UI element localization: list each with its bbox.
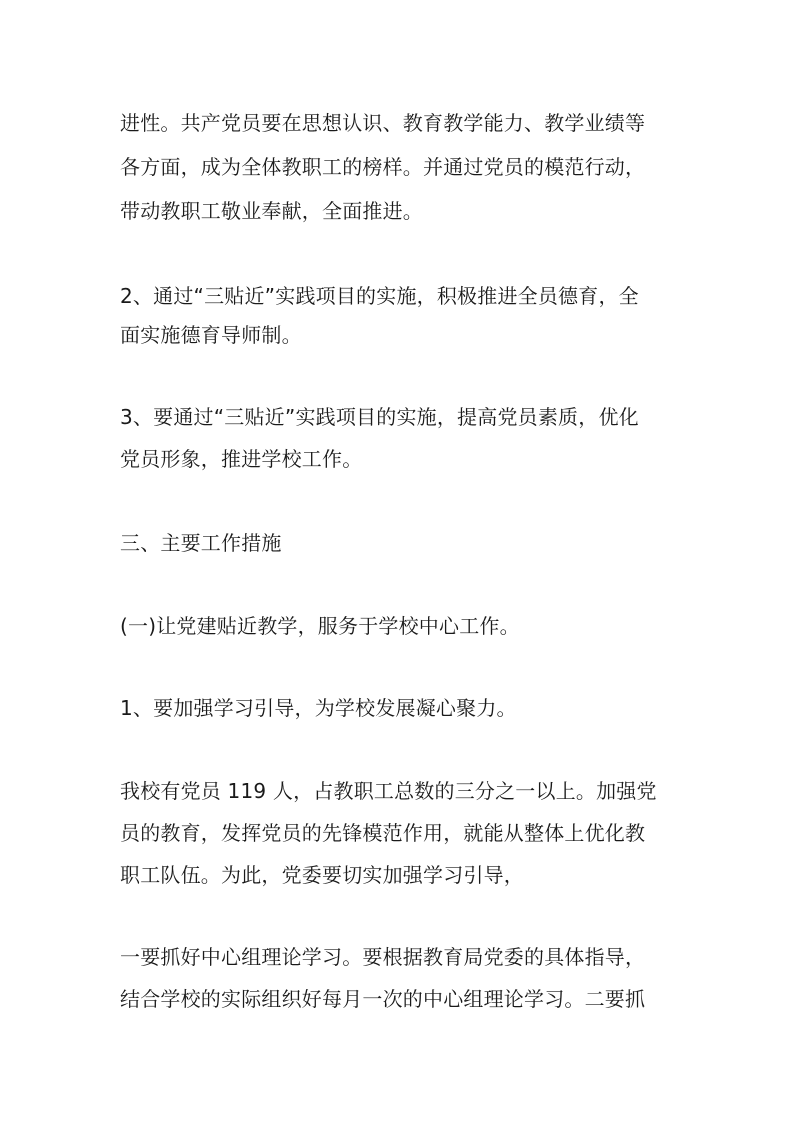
paragraph-2-line-1: 2、通过“三贴近”实践项目的实施，积极推进全员德育，全 xyxy=(120,284,639,308)
paragraph-3-line-2: 党员形象，推进学校工作。 xyxy=(120,447,363,471)
paragraph-1-line-3: 带动教职工敬业奉献，全面推进。 xyxy=(120,199,423,223)
paragraph-2-line-2: 面实施德育导师制。 xyxy=(120,323,302,347)
paragraph-1-line-1: 进性。共产党员要在思想认识、教育教学能力、教学业绩等 xyxy=(120,111,646,135)
item-heading: 1、要加强学习引导，为学校发展凝心聚力。 xyxy=(120,696,517,720)
section-heading: 三、主要工作措施 xyxy=(120,531,282,555)
paragraph-7-line-3: 职工队伍。为此，党委要切实加强学习引导， xyxy=(120,863,524,887)
paragraph-7-line-2: 员的教育，发挥党员的先锋模范作用，就能从整体上优化教 xyxy=(120,821,646,845)
paragraph-1-line-2: 各方面，成为全体教职工的榜样。并通过党员的模范行动， xyxy=(120,155,646,179)
paragraph-7-line-1: 我校有党员 119 人，占教职工总数的三分之一以上。加强党 xyxy=(120,779,657,803)
paragraph-3-line-1: 3、要通过“三贴近”实践项目的实施，提高党员素质，优化 xyxy=(120,405,639,429)
paragraph-8-line-2: 结合学校的实际组织好每月一次的中心组理论学习。二要抓 xyxy=(120,987,646,1011)
subsection-heading: (一)让党建贴近教学，服务于学校中心工作。 xyxy=(120,614,520,638)
paragraph-8-line-1: 一要抓好中心组理论学习。要根据教育局党委的具体指导， xyxy=(120,945,646,969)
